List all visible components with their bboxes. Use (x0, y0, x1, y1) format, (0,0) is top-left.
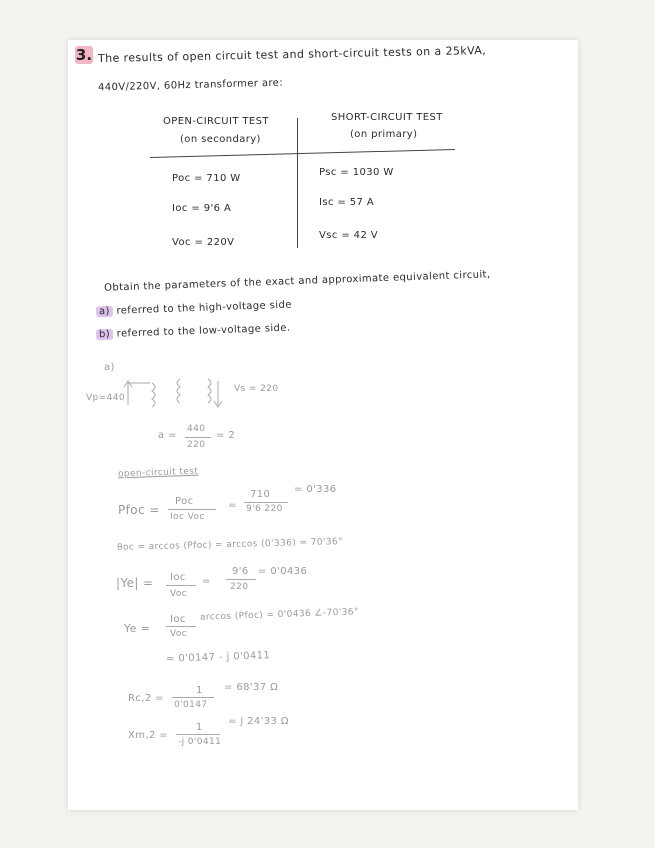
ye2-den: Voc (170, 629, 188, 639)
problem-statement-line2: 440V/220V, 60Hz transformer are: (97, 77, 284, 94)
task-obtain: Obtain the parameters of the exact and approximate equivalent circuit, (103, 269, 491, 294)
sc-row-current: Isc = 57 A (319, 197, 375, 208)
solution-part-a: a) (104, 362, 115, 373)
pf-bar (168, 509, 216, 510)
ye3: = 0'0147 - j 0'0411 (165, 650, 271, 665)
theta-oc: θoc = arccos (Pfoc) = arccos (0'336) = 70'36° (116, 537, 344, 553)
pf-den: Ioc Voc (170, 512, 205, 522)
sc-header: SHORT-CIRCUIT TEST (331, 112, 443, 123)
xm-lhs: Xm,2 = (128, 730, 169, 741)
rc-lhs: Rc,2 = (128, 693, 164, 704)
task-b-text: referred to the low-voltage side. (116, 322, 291, 340)
ye-eq: = (202, 576, 211, 587)
pf-num: Poc (175, 496, 194, 507)
ratio-result: = 2 (216, 430, 236, 441)
oc-header: OPEN-CIRCUIT TEST (163, 116, 269, 127)
oc-section-title: open-circuit test (117, 466, 199, 480)
oc-row-power: Poc = 710 W (172, 173, 241, 184)
pf-eq: = (228, 500, 237, 511)
ye-bar2 (226, 579, 256, 580)
pf-den2: 9'6 220 (246, 504, 283, 514)
task-a-text: referred to the high-voltage side (116, 299, 292, 317)
ratio-lhs: a = (158, 430, 177, 441)
ratio-num: 440 (187, 424, 206, 434)
vs-label: Vs = 220 (234, 384, 279, 394)
rc-den: 0'0147 (174, 700, 208, 710)
pf-num2: 710 (250, 489, 271, 500)
ratio-bar (185, 437, 211, 438)
task-a-label: a) (96, 306, 113, 318)
ye-result: = 0'0436 (258, 566, 308, 577)
oc-row-voltage: Voc = 220V (172, 237, 235, 248)
problem-number: 3. (75, 46, 93, 64)
pf-bar2 (244, 502, 288, 503)
oc-subheader: (on secondary) (180, 134, 261, 145)
ye2-rest: arccos (Pfoc) = 0'0436 ∠-70'36° (199, 607, 360, 623)
xm-num: 1 (196, 722, 203, 733)
task-b-label: b) (96, 329, 113, 341)
sc-row-voltage: Vsc = 42 V (319, 230, 379, 241)
xm-den: -j 0'0411 (178, 737, 222, 747)
ye-bar (166, 585, 196, 586)
ye-num2: 9'6 (232, 566, 249, 577)
rc-bar (172, 697, 214, 698)
rc-num: 1 (196, 685, 203, 696)
vp-label: Vp=440 (86, 393, 125, 403)
sc-subheader: (on primary) (350, 129, 418, 140)
xm-bar (176, 734, 220, 735)
sc-row-power: Psc = 1030 W (319, 167, 394, 178)
pf-lhs: Pfoc = (118, 503, 160, 517)
rc-result: = 68'37 Ω (224, 682, 279, 693)
oc-row-current: Ioc = 9'6 A (172, 203, 232, 214)
ye-den: Voc (170, 589, 188, 599)
ye2-bar (166, 626, 196, 627)
pf-result: = 0'336 (294, 484, 337, 495)
ye-lhs: |Ye| = (116, 576, 154, 590)
ye2-num: Ioc (170, 614, 186, 625)
ratio-den: 220 (187, 440, 206, 450)
transformer-sketch (110, 375, 240, 415)
table-vertical-rule (297, 118, 298, 248)
ye-num: Ioc (170, 572, 186, 583)
xm-result: = j 24'33 Ω (228, 716, 289, 727)
ye-den2: 220 (230, 582, 249, 592)
problem-statement-line1: The results of open circuit test and short-circuit tests on a 25kVA, (97, 43, 487, 66)
ye2-lhs: Ye = (124, 622, 151, 635)
